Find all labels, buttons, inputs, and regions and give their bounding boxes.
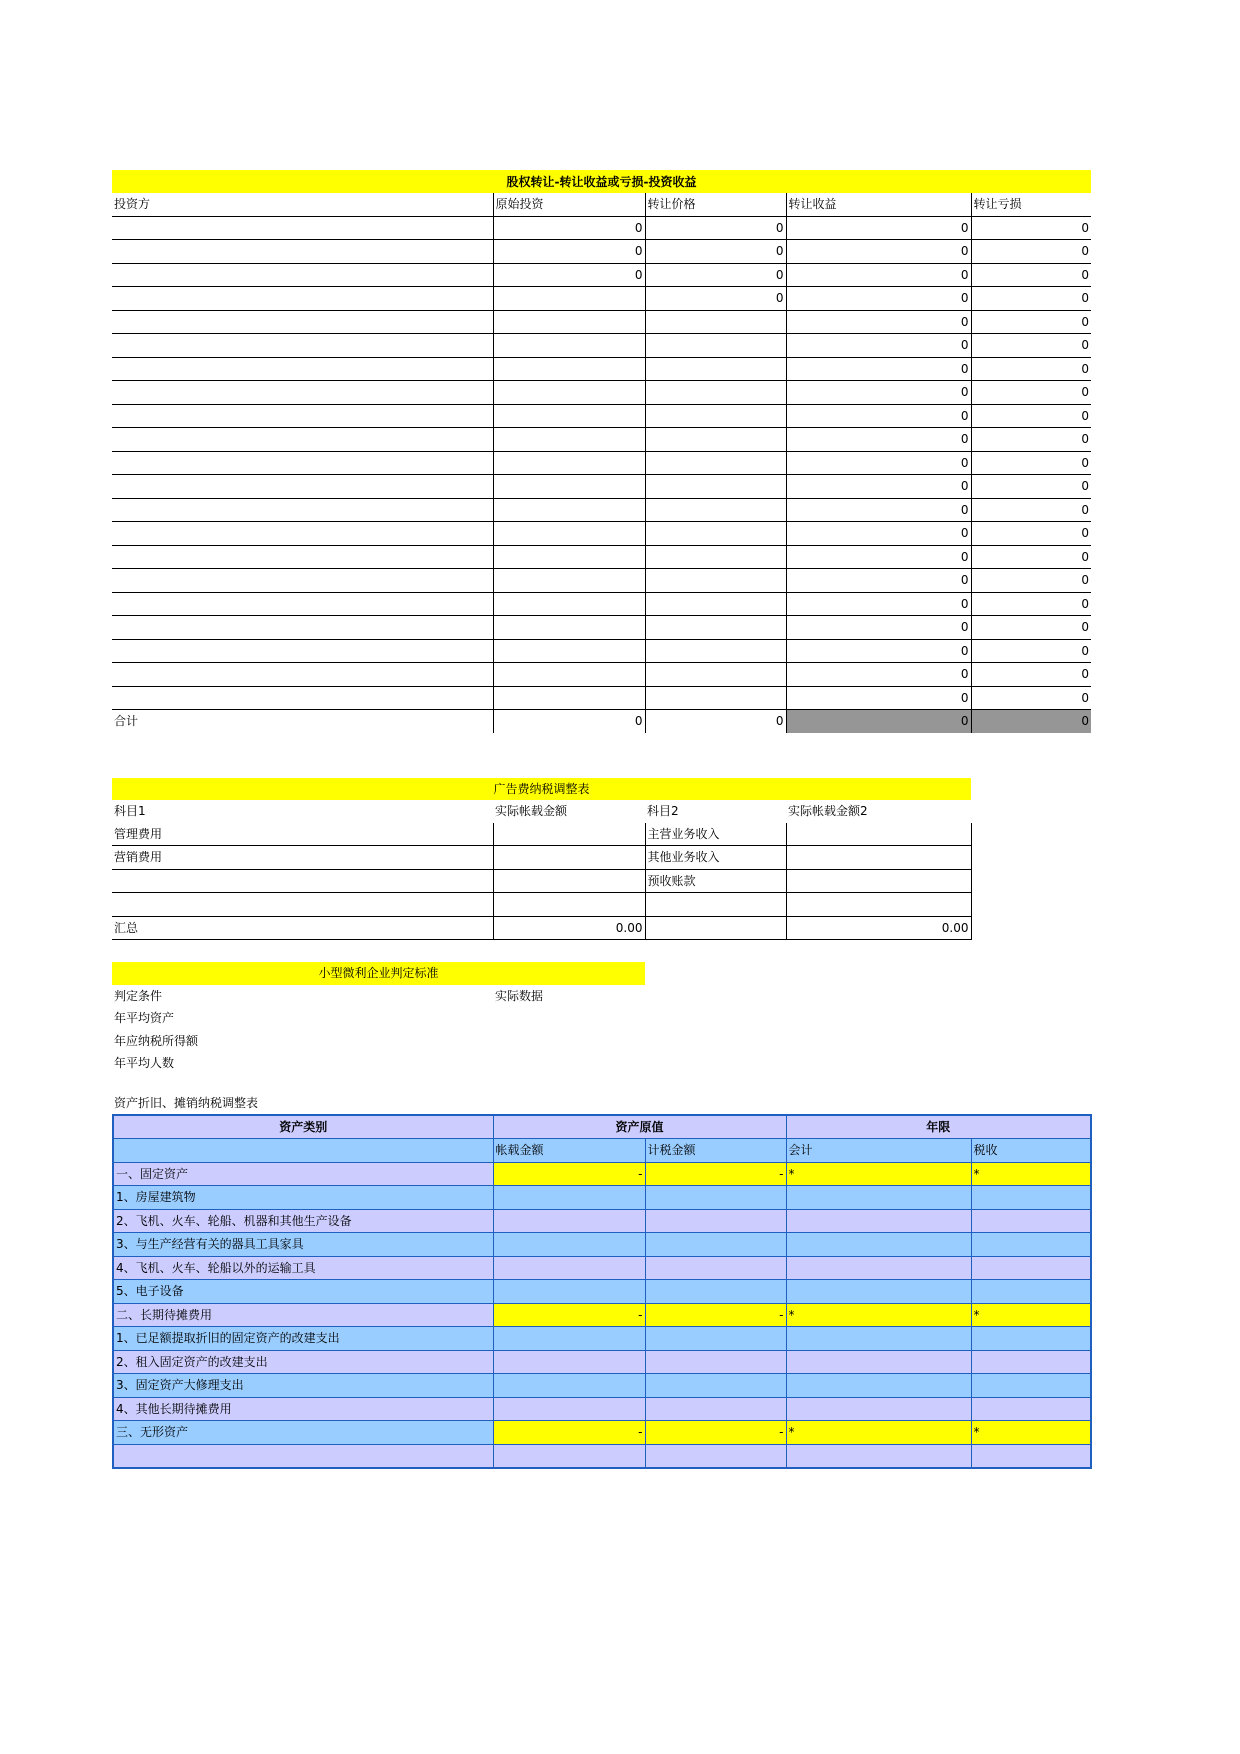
- equity-cell: [645, 616, 786, 640]
- depreciation-row: [113, 1162, 1091, 1186]
- depreciation-row: [113, 1303, 1091, 1327]
- depreciation-cell: [493, 1374, 645, 1398]
- header-actual-amount-2: 实际帐载金额2: [788, 804, 868, 819]
- header-transfer-price: 转让价格: [645, 193, 786, 216]
- equity-cell: [112, 334, 493, 358]
- equity-cell: 0: [786, 404, 971, 428]
- advertising-cell: [493, 869, 645, 893]
- equity-cell: [112, 545, 493, 569]
- criteria-label: 年应纳税所得额: [114, 1033, 199, 1048]
- subheader-blank: [113, 1139, 493, 1163]
- equity-cell: 0: [645, 287, 786, 311]
- equity-cell: [112, 310, 493, 334]
- depreciation-row: [113, 1256, 1091, 1280]
- depreciation-cell: [645, 1444, 786, 1468]
- depreciation-row: [113, 1421, 1091, 1445]
- equity-cell: 0: [971, 451, 1091, 475]
- equity-transfer-title: 股权转让-转让收益或亏损-投资收益: [112, 170, 1091, 193]
- equity-row: [112, 310, 1091, 334]
- header-transfer-loss: 转让亏损: [971, 193, 1091, 216]
- subheader-tax-amount: 计税金额: [645, 1139, 786, 1163]
- depreciation-cell: [971, 1256, 1091, 1280]
- equity-row: [112, 686, 1091, 710]
- equity-cell: [645, 451, 786, 475]
- equity-cell: [493, 357, 645, 381]
- equity-cell: [493, 522, 645, 546]
- equity-total-label: 合计: [114, 714, 139, 729]
- equity-cell: [645, 686, 786, 710]
- asset-category-label: 二、长期待摊费用: [113, 1303, 493, 1327]
- depreciation-cell: [493, 1256, 645, 1280]
- equity-cell: [645, 663, 786, 687]
- equity-cell: 0: [786, 498, 971, 522]
- depreciation-cell: -: [645, 1421, 786, 1445]
- depreciation-cell: [786, 1280, 971, 1304]
- header-criteria: 判定条件: [114, 988, 163, 1003]
- criteria-row: [112, 1030, 645, 1053]
- equity-cell: 0: [786, 522, 971, 546]
- header-subject-1: 科目1: [114, 804, 146, 819]
- header-actual-data: 实际数据: [495, 988, 544, 1003]
- depreciation-row: [113, 1327, 1091, 1351]
- equity-cell: [493, 475, 645, 499]
- equity-cell: [112, 240, 493, 264]
- depreciation-cell: [493, 1327, 645, 1351]
- subheader-tax-years: 税收: [971, 1139, 1091, 1163]
- equity-row: [112, 428, 1091, 452]
- depreciation-cell: [971, 1186, 1091, 1210]
- equity-cell: 0: [971, 240, 1091, 264]
- equity-transfer-table: [112, 170, 1091, 733]
- equity-cell: [493, 663, 645, 687]
- equity-cell: 0: [971, 616, 1091, 640]
- depreciation-cell: [786, 1374, 971, 1398]
- equity-cell: [493, 569, 645, 593]
- advertising-cell: [112, 893, 493, 917]
- equity-row: [112, 357, 1091, 381]
- group-header-useful-life: 年限: [786, 1115, 1091, 1139]
- depreciation-cell: [786, 1327, 971, 1351]
- equity-cell: 0: [786, 428, 971, 452]
- advertising-cell: 主营业务收入: [645, 823, 786, 846]
- equity-cell: [645, 334, 786, 358]
- depreciation-cell: [493, 1397, 645, 1421]
- advertising-cell: 营销费用: [112, 846, 493, 870]
- depreciation-cell: [971, 1280, 1091, 1304]
- equity-cell: 0: [971, 357, 1091, 381]
- equity-cell: [112, 451, 493, 475]
- equity-cell: [112, 592, 493, 616]
- small-enterprise-table: [112, 962, 645, 1075]
- equity-cell: 0: [971, 287, 1091, 311]
- header-actual-amount: 实际帐载金额: [495, 804, 568, 819]
- depreciation-cell: [645, 1186, 786, 1210]
- equity-cell: [645, 428, 786, 452]
- depreciation-cell: [645, 1256, 786, 1280]
- depreciation-cell: [645, 1280, 786, 1304]
- depreciation-table: [112, 1114, 1092, 1470]
- depreciation-cell: -: [645, 1162, 786, 1186]
- equity-cell: [112, 216, 493, 240]
- equity-cell: 0: [786, 263, 971, 287]
- equity-cell: 0: [786, 334, 971, 358]
- equity-total-cell: 0: [493, 710, 645, 733]
- equity-cell: [112, 686, 493, 710]
- asset-category-label: 3、与生产经营有关的器具工具家具: [113, 1233, 493, 1257]
- equity-row: [112, 592, 1091, 616]
- depreciation-cell: [786, 1397, 971, 1421]
- asset-category-label: 3、固定资产大修理支出: [113, 1374, 493, 1398]
- equity-cell: 0: [786, 639, 971, 663]
- depreciation-cell: [645, 1209, 786, 1233]
- criteria-label: 年平均人数: [114, 1056, 175, 1071]
- advertising-row: [112, 893, 971, 917]
- asset-category-label: 1、房屋建筑物: [113, 1186, 493, 1210]
- equity-cell: 0: [645, 263, 786, 287]
- equity-cell: [645, 522, 786, 546]
- equity-cell: 0: [786, 357, 971, 381]
- depreciation-cell: [645, 1350, 786, 1374]
- depreciation-cell: [971, 1233, 1091, 1257]
- depreciation-row: [113, 1186, 1091, 1210]
- small-enterprise-title: 小型微利企业判定标准: [112, 962, 645, 985]
- equity-row: [112, 287, 1091, 311]
- advertising-cell: 汇总: [112, 916, 493, 940]
- header-transfer-gain: 转让收益: [786, 193, 971, 216]
- equity-cell: 0: [493, 216, 645, 240]
- depreciation-cell: [971, 1350, 1091, 1374]
- criteria-value: [493, 1007, 645, 1030]
- advertising-total-row: [112, 916, 971, 940]
- equity-row: [112, 381, 1091, 405]
- equity-cell: 0: [493, 240, 645, 264]
- equity-row: [112, 569, 1091, 593]
- equity-row: [112, 404, 1091, 428]
- equity-cell: 0: [971, 428, 1091, 452]
- equity-row: [112, 616, 1091, 640]
- asset-category-label: 2、租入固定资产的改建支出: [113, 1350, 493, 1374]
- advertising-cell: [645, 893, 786, 917]
- criteria-row: [112, 1052, 645, 1075]
- depreciation-cell: [493, 1233, 645, 1257]
- depreciation-cell: [493, 1444, 645, 1468]
- equity-cell: [645, 357, 786, 381]
- equity-cell: [645, 404, 786, 428]
- depreciation-cell: *: [786, 1162, 971, 1186]
- depreciation-cell: [786, 1186, 971, 1210]
- equity-row: [112, 334, 1091, 358]
- equity-total-cell: 0: [971, 710, 1091, 733]
- depreciation-cell: -: [493, 1303, 645, 1327]
- equity-cell: [493, 592, 645, 616]
- equity-cell: [493, 451, 645, 475]
- equity-cell: 0: [971, 263, 1091, 287]
- group-header-asset-category: 资产类别: [113, 1115, 493, 1139]
- equity-cell: [645, 381, 786, 405]
- advertising-row: [112, 869, 971, 893]
- depreciation-cell: [645, 1374, 786, 1398]
- equity-row: [112, 522, 1091, 546]
- depreciation-row: [113, 1444, 1091, 1468]
- equity-row: [112, 240, 1091, 264]
- advertising-title: 广告费纳税调整表: [112, 778, 971, 801]
- equity-total-cell: 0: [645, 710, 786, 733]
- depreciation-cell: -: [493, 1421, 645, 1445]
- equity-row: [112, 216, 1091, 240]
- depreciation-row: [113, 1397, 1091, 1421]
- header-subject-2: 科目2: [647, 804, 679, 819]
- advertising-cell: [786, 823, 971, 846]
- header-investor: 投资方: [112, 193, 493, 216]
- advertising-cell: [786, 893, 971, 917]
- depreciation-cell: [493, 1350, 645, 1374]
- asset-category-label: 5、电子设备: [113, 1280, 493, 1304]
- depreciation-cell: *: [971, 1421, 1091, 1445]
- advertising-cell: [493, 823, 645, 846]
- equity-cell: 0: [971, 569, 1091, 593]
- advertising-cell: 管理费用: [112, 823, 493, 846]
- equity-cell: 0: [971, 545, 1091, 569]
- depreciation-cell: -: [493, 1162, 645, 1186]
- depreciation-cell: [786, 1209, 971, 1233]
- equity-row: [112, 475, 1091, 499]
- subheader-accounting-years: 会计: [786, 1139, 971, 1163]
- equity-cell: 0: [786, 216, 971, 240]
- depreciation-row: [113, 1233, 1091, 1257]
- advertising-cell: 其他业务收入: [645, 846, 786, 870]
- equity-cell: 0: [786, 592, 971, 616]
- criteria-value: [493, 1052, 645, 1075]
- depreciation-row: [113, 1374, 1091, 1398]
- depreciation-cell: [971, 1327, 1091, 1351]
- advertising-cell: [112, 869, 493, 893]
- equity-cell: 0: [971, 334, 1091, 358]
- equity-cell: 0: [971, 381, 1091, 405]
- equity-cell: 0: [971, 686, 1091, 710]
- asset-category-label: [113, 1444, 493, 1468]
- equity-cell: [112, 639, 493, 663]
- equity-cell: [112, 357, 493, 381]
- depreciation-cell: [971, 1374, 1091, 1398]
- advertising-cell: 0.00: [786, 916, 971, 940]
- equity-cell: [493, 498, 645, 522]
- depreciation-cell: *: [786, 1303, 971, 1327]
- advertising-cell: [645, 916, 786, 940]
- equity-cell: [112, 428, 493, 452]
- advertising-cell: 预收账款: [645, 869, 786, 893]
- depreciation-cell: [493, 1186, 645, 1210]
- equity-cell: [645, 475, 786, 499]
- depreciation-cell: [971, 1444, 1091, 1468]
- advertising-cell: [493, 893, 645, 917]
- equity-cell: 0: [786, 310, 971, 334]
- equity-cell: [493, 639, 645, 663]
- depreciation-caption: 资产折旧、摊销纳税调整表: [114, 1095, 259, 1110]
- depreciation-cell: [971, 1209, 1091, 1233]
- equity-cell: [493, 381, 645, 405]
- depreciation-cell: [645, 1327, 786, 1351]
- equity-row: [112, 451, 1091, 475]
- depreciation-cell: [786, 1233, 971, 1257]
- depreciation-cell: [645, 1397, 786, 1421]
- depreciation-row: [113, 1209, 1091, 1233]
- asset-category-label: 三、无形资产: [113, 1421, 493, 1445]
- equity-cell: [493, 686, 645, 710]
- header-original-investment: 原始投资: [493, 193, 645, 216]
- subheader-book-amount: 帐载金额: [493, 1139, 645, 1163]
- equity-cell: 0: [786, 240, 971, 264]
- equity-cell: 0: [971, 475, 1091, 499]
- equity-cell: [112, 475, 493, 499]
- depreciation-cell: *: [971, 1162, 1091, 1186]
- depreciation-cell: [786, 1350, 971, 1374]
- group-header-original-value: 资产原值: [493, 1115, 786, 1139]
- equity-cell: 0: [786, 545, 971, 569]
- equity-cell: 0: [971, 216, 1091, 240]
- depreciation-row: [113, 1350, 1091, 1374]
- equity-cell: 0: [971, 592, 1091, 616]
- equity-cell: 0: [786, 686, 971, 710]
- equity-row: [112, 663, 1091, 687]
- depreciation-cell: [786, 1256, 971, 1280]
- asset-category-label: 1、已足额提取折旧的固定资产的改建支出: [113, 1327, 493, 1351]
- equity-cell: [493, 616, 645, 640]
- advertising-cell: [786, 846, 971, 870]
- equity-row: [112, 545, 1091, 569]
- depreciation-cell: *: [786, 1421, 971, 1445]
- equity-cell: 0: [971, 639, 1091, 663]
- equity-cell: [493, 428, 645, 452]
- equity-cell: 0: [786, 663, 971, 687]
- equity-cell: 0: [971, 404, 1091, 428]
- asset-category-label: 一、固定资产: [113, 1162, 493, 1186]
- equity-cell: [645, 545, 786, 569]
- equity-cell: [112, 404, 493, 428]
- equity-cell: 0: [493, 263, 645, 287]
- asset-category-label: 4、飞机、火车、轮船以外的运输工具: [113, 1256, 493, 1280]
- equity-cell: 0: [786, 616, 971, 640]
- advertising-row: [112, 846, 971, 870]
- equity-cell: [645, 592, 786, 616]
- criteria-value: [493, 1030, 645, 1053]
- equity-cell: 0: [971, 522, 1091, 546]
- equity-cell: [493, 404, 645, 428]
- equity-cell: [493, 310, 645, 334]
- equity-cell: 0: [786, 475, 971, 499]
- equity-cell: 0: [971, 498, 1091, 522]
- equity-cell: [493, 545, 645, 569]
- equity-cell: [112, 569, 493, 593]
- equity-cell: [112, 287, 493, 311]
- equity-cell: 0: [786, 569, 971, 593]
- equity-cell: [645, 639, 786, 663]
- depreciation-cell: -: [645, 1303, 786, 1327]
- equity-row: [112, 498, 1091, 522]
- depreciation-row: [113, 1280, 1091, 1304]
- equity-cell: [493, 334, 645, 358]
- depreciation-cell: [971, 1397, 1091, 1421]
- advertising-cell: [786, 869, 971, 893]
- equity-total-cell: 0: [786, 710, 971, 733]
- equity-cell: 0: [645, 216, 786, 240]
- depreciation-cell: [786, 1444, 971, 1468]
- equity-cell: [112, 522, 493, 546]
- equity-cell: [112, 263, 493, 287]
- depreciation-cell: [493, 1209, 645, 1233]
- equity-row: [112, 639, 1091, 663]
- equity-row: [112, 263, 1091, 287]
- equity-cell: [645, 310, 786, 334]
- advertising-cell: [493, 846, 645, 870]
- depreciation-cell: *: [971, 1303, 1091, 1327]
- equity-cell: 0: [786, 451, 971, 475]
- advertising-cell: 0.00: [493, 916, 645, 940]
- equity-cell: 0: [786, 287, 971, 311]
- spreadsheet-page: [112, 170, 1092, 1469]
- equity-cell: [112, 381, 493, 405]
- equity-cell: [112, 498, 493, 522]
- equity-cell: [112, 616, 493, 640]
- equity-cell: 0: [971, 663, 1091, 687]
- asset-category-label: 2、飞机、火车、轮船、机器和其他生产设备: [113, 1209, 493, 1233]
- equity-cell: 0: [786, 381, 971, 405]
- depreciation-cell: [493, 1280, 645, 1304]
- criteria-label: 年平均资产: [114, 1011, 175, 1026]
- equity-total-row: [112, 710, 1091, 733]
- equity-cell: [112, 663, 493, 687]
- equity-cell: 0: [971, 310, 1091, 334]
- advertising-tax-table: [112, 778, 972, 941]
- equity-cell: [493, 287, 645, 311]
- equity-cell: [645, 569, 786, 593]
- asset-category-label: 4、其他长期待摊费用: [113, 1397, 493, 1421]
- criteria-row: [112, 1007, 645, 1030]
- advertising-row: [112, 823, 971, 846]
- equity-cell: [645, 498, 786, 522]
- depreciation-cell: [645, 1233, 786, 1257]
- equity-cell: 0: [645, 240, 786, 264]
